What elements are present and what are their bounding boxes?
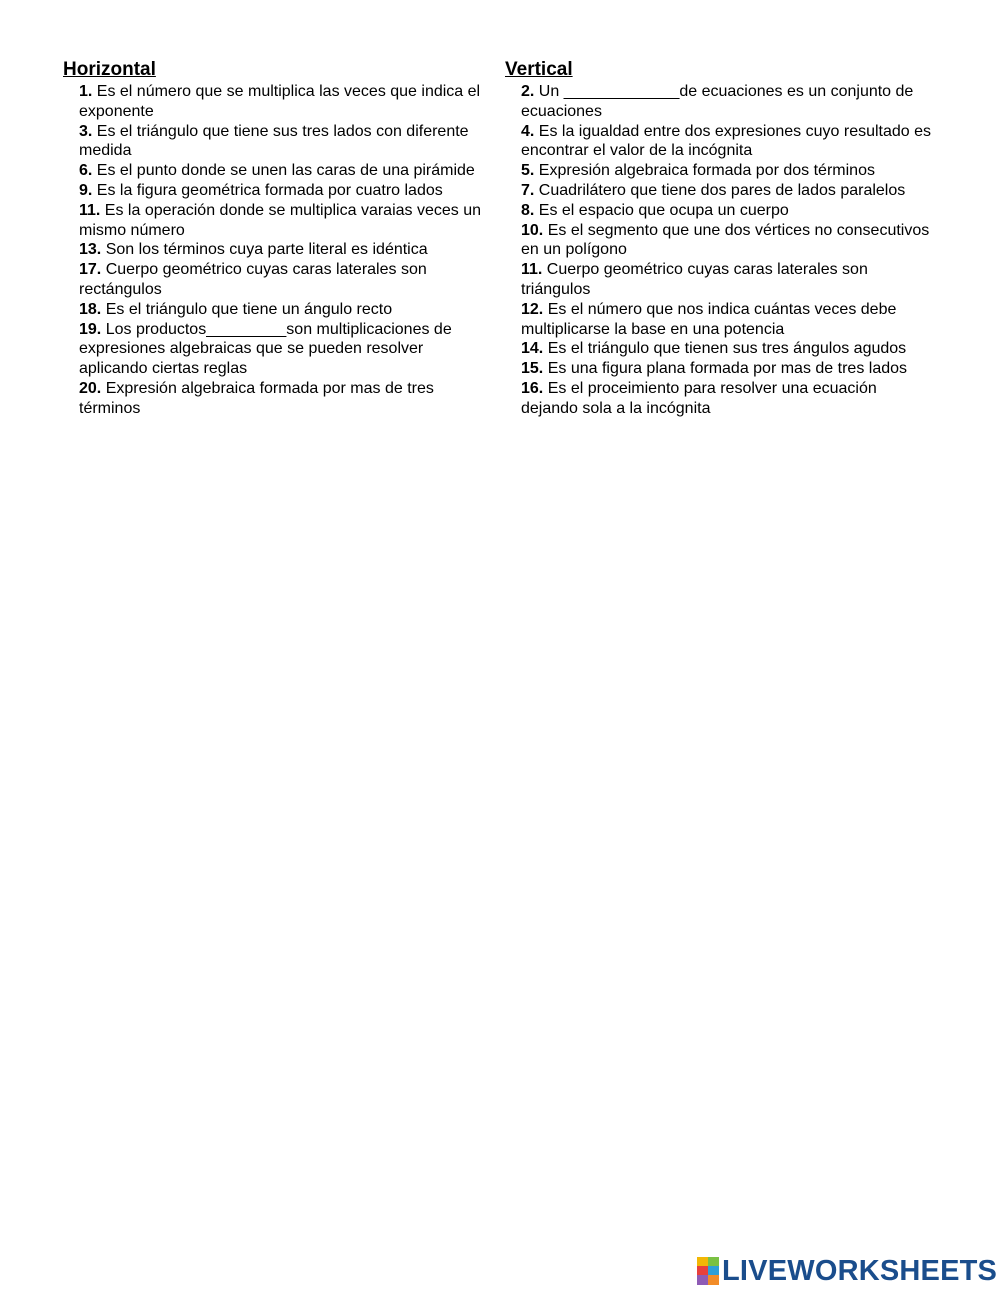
clue-item xyxy=(79,260,493,300)
clue-text: Cuadrilátero que tiene dos pares de lados paralelos xyxy=(534,181,906,199)
clue-item xyxy=(521,122,935,162)
clue-item xyxy=(79,320,493,379)
clue-item xyxy=(79,201,493,241)
logo-square xyxy=(708,1257,719,1266)
clue-item xyxy=(521,161,935,181)
clue-text: Es el triángulo que tienen sus tres ángulos agudos xyxy=(543,340,907,358)
clue-item xyxy=(521,260,935,300)
clue-number: 11. xyxy=(79,201,101,219)
clue-item xyxy=(521,379,935,419)
vertical-column xyxy=(505,58,935,419)
clue-number: 1. xyxy=(79,83,93,100)
logo-square xyxy=(708,1275,719,1285)
clue-text: Es el espacio que ocupa un cuerpo xyxy=(534,201,789,219)
logo-square xyxy=(697,1257,708,1266)
clue-text: Es una figura plana formada por mas de tres lados xyxy=(543,360,908,378)
clue-number: 3. xyxy=(79,122,93,140)
clue-number: 17. xyxy=(79,261,102,279)
clue-text: Cuerpo geométrico cuyas caras laterales son triángulos xyxy=(521,261,868,298)
clue-number: 4. xyxy=(521,122,535,140)
clue-item xyxy=(521,201,935,221)
clue-number: 12. xyxy=(521,300,544,318)
clue-item xyxy=(79,379,493,419)
clue-number: 18. xyxy=(79,300,102,318)
clue-number: 13. xyxy=(79,241,102,259)
clue-number: 2. xyxy=(521,83,535,100)
clue-number: 10. xyxy=(521,221,544,239)
clue-text: Es el número que nos indica cuántas veces debe multiplicarse la base en una potencia xyxy=(521,300,897,338)
clue-item xyxy=(79,300,493,320)
clue-number: 14. xyxy=(521,340,544,358)
clue-text: Es la figura geométrica formada por cuatro lados xyxy=(92,181,443,199)
clue-item xyxy=(521,82,935,122)
horizontal-column xyxy=(63,58,493,419)
clue-item xyxy=(79,82,493,122)
clue-item xyxy=(79,161,493,181)
clue-text: Es el segmento que une dos vértices no consecutivos en un polígono xyxy=(521,221,930,259)
clue-text: Es la operación donde se multiplica varaias veces un mismo número xyxy=(79,201,482,239)
clue-number: 11. xyxy=(521,261,543,279)
clue-text: Los productos_________son multiplicaciones de expresiones algebraicas que se pueden resolver aplicando ciertas reglas xyxy=(79,320,452,378)
clue-item xyxy=(79,122,493,162)
horizontal-heading: Horizontal xyxy=(63,59,156,80)
clue-number: 5. xyxy=(521,162,535,180)
clue-text: Es el número que se multiplica las veces que indica el exponente xyxy=(79,83,481,120)
clue-text: Un _____________de ecuaciones es un conjunto de ecuaciones xyxy=(521,83,914,120)
clue-item xyxy=(521,221,935,261)
logo-square xyxy=(708,1266,719,1275)
clue-number: 19. xyxy=(79,320,102,338)
clue-number: 20. xyxy=(79,379,102,397)
vertical-clue-list xyxy=(505,82,935,419)
horizontal-clue-list xyxy=(63,82,493,419)
vertical-heading: Vertical xyxy=(505,59,573,80)
clue-text: Es el triángulo que tiene un ángulo recto xyxy=(101,300,393,318)
liveworksheets-logo-icon xyxy=(697,1257,719,1285)
clue-number: 6. xyxy=(79,162,93,180)
clue-text: Es el punto donde se unen las caras de una pirámide xyxy=(92,162,475,180)
clue-text: Es el triángulo que tiene sus tres lados con diferente medida xyxy=(79,122,469,160)
clue-number: 7. xyxy=(521,181,535,199)
clue-number: 9. xyxy=(79,181,93,199)
clue-text: Son los términos cuya parte literal es idéntica xyxy=(101,241,428,259)
clue-text: Es la igualdad entre dos expresiones cuyo resultado es encontrar el valor de la incógnita xyxy=(521,122,932,160)
logo-wordmark: LIVEWORKSHEETS xyxy=(722,1255,998,1287)
clue-item xyxy=(79,240,493,260)
clue-item xyxy=(521,300,935,340)
clue-text: Expresión algebraica formada por dos términos xyxy=(534,162,875,180)
clue-number: 16. xyxy=(521,379,544,397)
logo-square xyxy=(697,1275,708,1285)
logo-square xyxy=(697,1266,708,1275)
clue-text: Es el proceimiento para resolver una ecuación dejando sola a la incógnita xyxy=(521,379,877,417)
clue-text: Expresión algebraica formada por mas de tres términos xyxy=(79,379,434,417)
clue-number: 15. xyxy=(521,360,544,378)
liveworksheets-logo xyxy=(697,1256,997,1286)
clue-item xyxy=(521,359,935,379)
clue-text: Cuerpo geométrico cuyas caras laterales son rectángulos xyxy=(79,261,427,298)
clue-item xyxy=(521,339,935,359)
clue-number: 8. xyxy=(521,201,535,219)
clue-item xyxy=(521,181,935,201)
clue-item xyxy=(79,181,493,201)
